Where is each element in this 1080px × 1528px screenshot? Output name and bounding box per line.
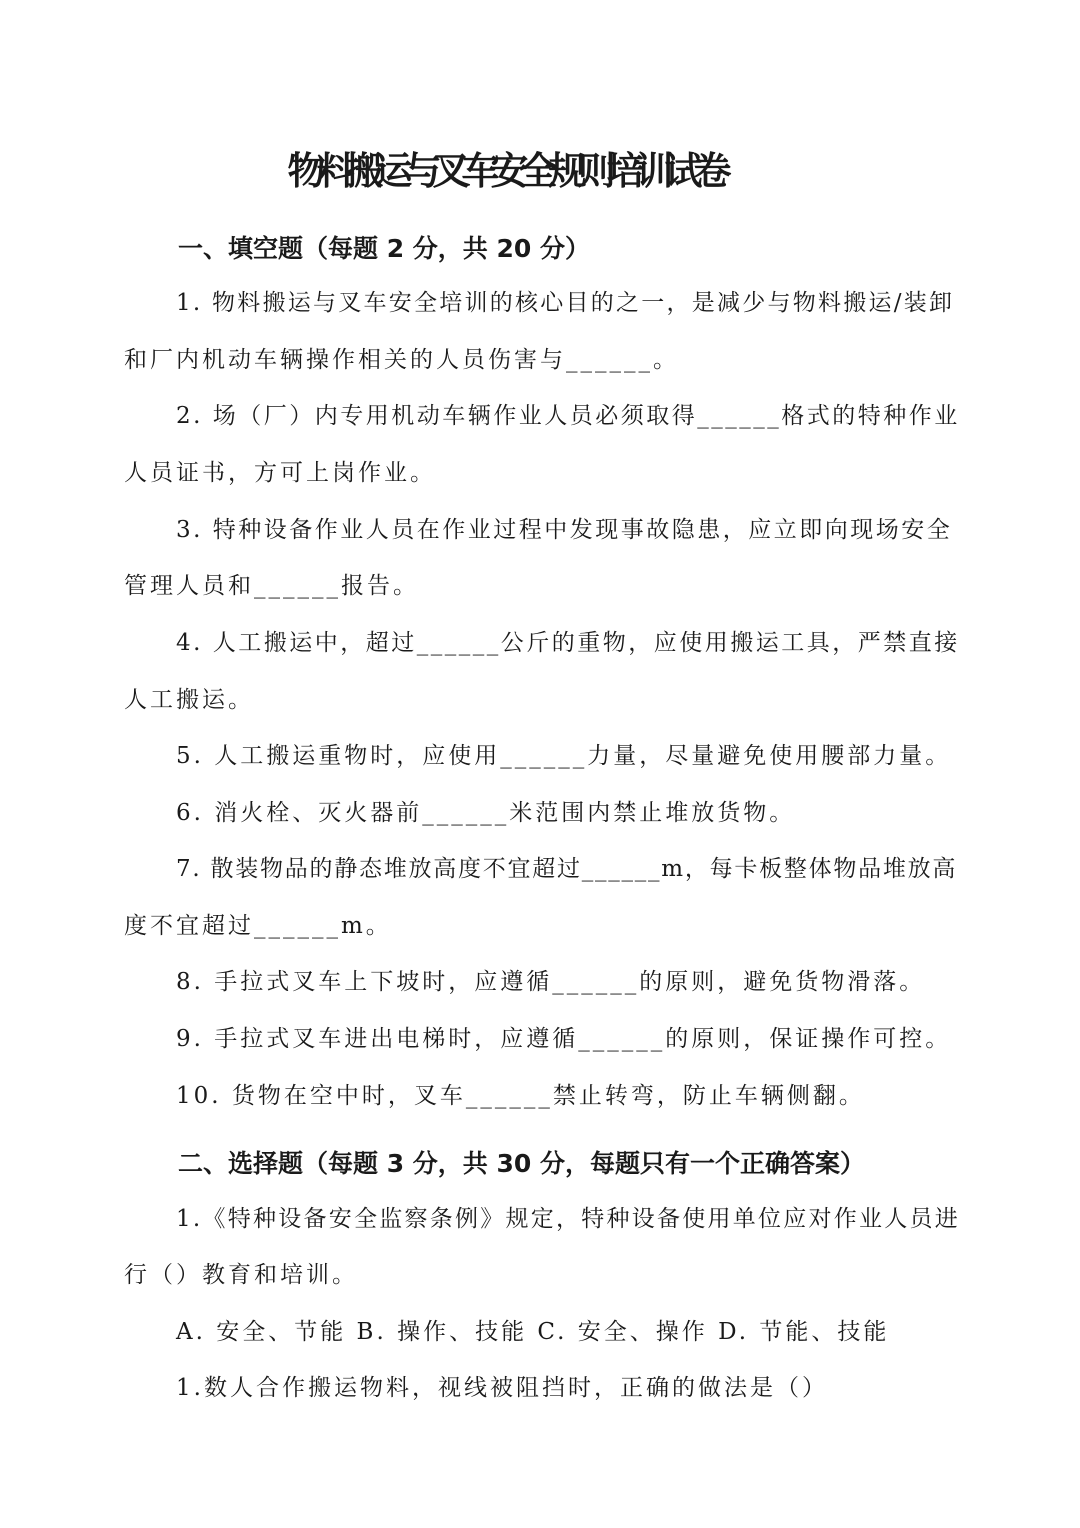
question-line: 3. 特种设备作业人员在作业过程中发现事故隐患，应立即向现场安全 [176, 517, 953, 543]
answer-options-line: A. 安全、节能 B. 操作、技能 C. 安全、操作 D. 节能、技能 [176, 1319, 890, 1345]
question-line: 9. 手拉式叉车进出电梯时，应遵循______的原则，保证操作可控。 [176, 1026, 952, 1052]
question-line: 2. 场（厂）内专用机动车辆作业人员必须取得______格式的特种作业 [176, 403, 960, 429]
question-line: 人工搬运。 [124, 687, 254, 713]
section-multiple-choice-heading: 二、选择题（每题 3 分，共 30 分，每题只有一个正确答案） [178, 1149, 866, 1178]
question-line: 1.《特种设备安全监察条例》规定，特种设备使用单位应对作业人员进 [176, 1206, 960, 1232]
question-line: 管理人员和______报告。 [124, 573, 419, 599]
question-line: 1. 物料搬运与叉车安全培训的核心目的之一，是减少与物料搬运/装卸 [176, 290, 955, 316]
section-fill-in-heading: 一、填空题（每题 2 分，共 20 分） [178, 234, 591, 263]
question-line: 和厂内机动车辆操作相关的人员伤害与______。 [124, 347, 679, 373]
question-line: 1.数人合作搬运物料，视线被阻挡时，正确的做法是（） [176, 1375, 828, 1401]
question-line: 人员证书，方可上岗作业。 [124, 460, 436, 486]
question-line: 10. 货物在空中时，叉车______禁止转弯，防止车辆侧翻。 [176, 1083, 865, 1109]
question-line: 8. 手拉式叉车上下坡时，应遵循______的原则，避免货物滑落。 [176, 969, 926, 995]
question-line: 7. 散装物品的静态堆放高度不宜超过______m，每卡板整体物品堆放高 [176, 856, 958, 882]
question-line: 4. 人工搬运中，超过______公斤的重物，应使用搬运工具，严禁直接 [176, 630, 960, 656]
exam-title: 物料搬运与叉车安全规则培训试卷 [287, 149, 723, 193]
question-line: 5. 人工搬运重物时，应使用______力量，尽量避免使用腰部力量。 [176, 743, 952, 769]
question-line: 6. 消火栓、灭火器前______米范围内禁止堆放货物。 [176, 800, 796, 826]
question-line: 行（）教育和培训。 [124, 1262, 358, 1288]
question-line: 度不宜超过______m。 [124, 913, 392, 939]
